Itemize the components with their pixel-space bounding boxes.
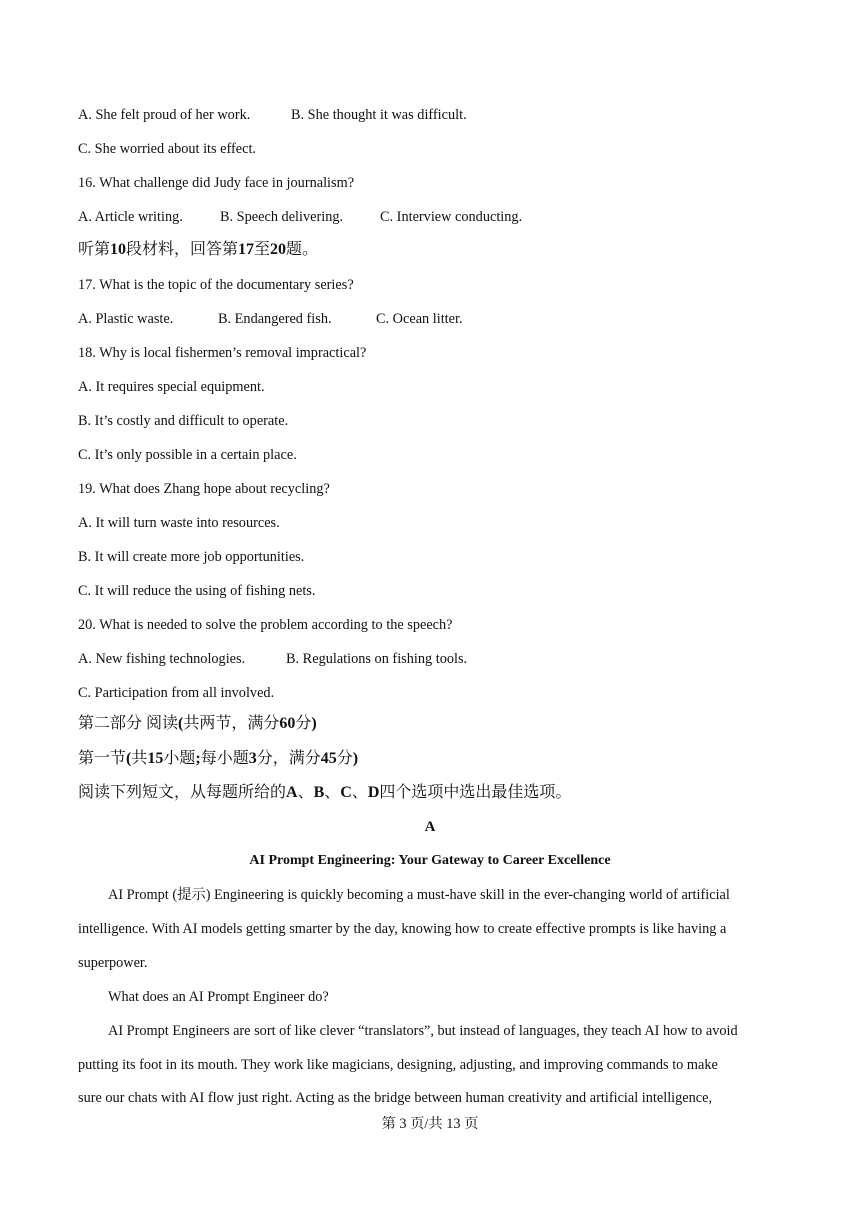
passage-para2-line3: sure our chats with AI flow just right. Acting as the bridge between human creativity and artificial intelligence, bbox=[78, 1090, 713, 1106]
q16-options bbox=[78, 208, 522, 226]
q18-option-c: C. It’s only possible in a certain place. bbox=[78, 447, 297, 463]
q16-option-a: A. Article writing. bbox=[78, 209, 183, 225]
q20-option-b: B. Regulations on fishing tools. bbox=[286, 651, 468, 667]
q19-option-b: B. It will create more job opportunities. bbox=[78, 549, 305, 565]
reading-instruction: 阅读下列短文，从每题所给的A、B、C、D四个选项中选出最佳选项。 bbox=[78, 784, 572, 801]
section-10-header: 听第10段材料，回答第17至20题。 bbox=[78, 241, 319, 258]
q18-question: 18. Why is local fishermen’s removal impractical? bbox=[78, 345, 367, 361]
section-1-header: 第一节(共15小题;每小题3分，满分45分) bbox=[78, 750, 359, 767]
q15-option-b: B. She thought it was difficult. bbox=[291, 107, 467, 123]
q16-option-c: C. Interview conducting. bbox=[380, 209, 523, 225]
q19-option-a: A. It will turn waste into resources. bbox=[78, 515, 280, 531]
q15-option-c: C. She worried about its effect. bbox=[78, 141, 257, 157]
q20-options bbox=[78, 650, 467, 668]
passage-para2-line1: AI Prompt Engineers are sort of like clever “translators”, but instead of languages, they teach AI how to avoid bbox=[108, 1023, 738, 1039]
q16-question: 16. What challenge did Judy face in journalism? bbox=[78, 175, 355, 191]
q18-option-b: B. It’s costly and difficult to operate. bbox=[78, 413, 289, 429]
passage-title: AI Prompt Engineering: Your Gateway to Career Excellence bbox=[249, 853, 611, 868]
part-2-header: 第二部分 阅读(共两节，满分60分) bbox=[78, 715, 317, 732]
q15-option-a: A. She felt proud of her work. bbox=[78, 107, 251, 123]
q19-option-c: C. It will reduce the using of fishing nets. bbox=[78, 583, 316, 599]
passage-para2-line2: putting its foot in its mouth. They work like magicians, designing, adjusting, and improving commands to make bbox=[78, 1057, 718, 1073]
q17-option-a: A. Plastic waste. bbox=[78, 311, 174, 327]
passage-label: A bbox=[424, 819, 436, 835]
passage-para1-line2: intelligence. With AI models getting smarter by the day, knowing how to create effective prompts is like having a bbox=[78, 921, 727, 937]
q17-options bbox=[78, 310, 463, 328]
q18-option-a: A. It requires special equipment. bbox=[78, 379, 265, 395]
q16-option-b: B. Speech delivering. bbox=[220, 209, 344, 225]
q19-question: 19. What does Zhang hope about recycling? bbox=[78, 481, 330, 497]
q20-option-c: C. Participation from all involved. bbox=[78, 685, 275, 701]
q17-option-c: C. Ocean litter. bbox=[376, 311, 463, 327]
q17-option-b: B. Endangered fish. bbox=[218, 311, 332, 327]
q20-option-a: A. New fishing technologies. bbox=[78, 651, 246, 667]
q17-question: 17. What is the topic of the documentary series? bbox=[78, 277, 354, 293]
passage-heading: What does an AI Prompt Engineer do? bbox=[108, 989, 329, 1005]
page-footer: 第 3 页/共 13 页 bbox=[381, 1116, 479, 1132]
q15-options-row-1 bbox=[78, 106, 467, 124]
q20-question: 20. What is needed to solve the problem according to the speech? bbox=[78, 617, 453, 633]
passage-para1-line3: superpower. bbox=[78, 955, 148, 971]
passage-para1-line1: AI Prompt (提示) Engineering is quickly becoming a must-have skill in the ever-changing world of artificial bbox=[108, 887, 730, 903]
